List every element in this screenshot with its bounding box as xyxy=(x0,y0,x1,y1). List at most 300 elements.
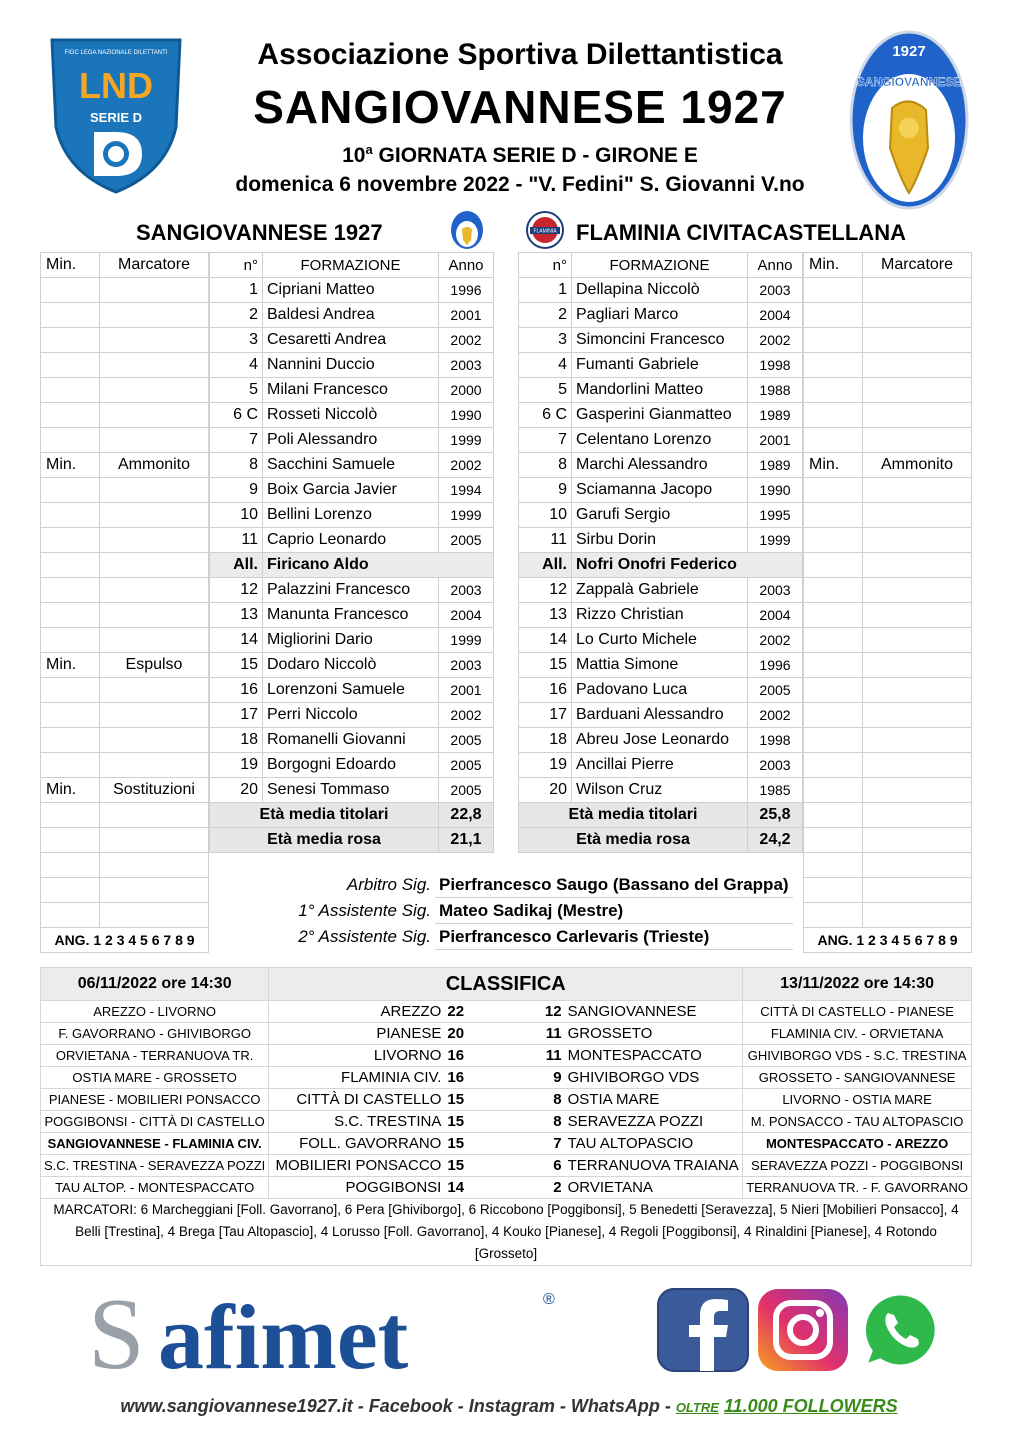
away-lineup-header: FORMAZIONE xyxy=(572,253,748,278)
player-name: Palazzini Francesco xyxy=(263,578,439,603)
player-name: Wilson Cruz xyxy=(572,778,748,803)
home-small-crest xyxy=(447,210,487,255)
player-number: 11 xyxy=(519,528,572,553)
lnd-top-text: FIGC LEGA NAZIONALE DILETTANTI xyxy=(64,50,168,56)
lnd-main-text: LND xyxy=(79,65,153,106)
away-player-row xyxy=(519,678,803,703)
standing-team-left: CITTÀ DI CASTELLO xyxy=(269,1089,445,1111)
home-lineup-table xyxy=(209,252,494,853)
standings-row xyxy=(41,1155,972,1177)
sponsor-registered: ® xyxy=(543,1291,555,1308)
player-name: Cesaretti Andrea xyxy=(263,328,439,353)
coach-label: All. xyxy=(519,553,572,578)
away-player-row xyxy=(519,478,803,503)
home-player-row xyxy=(210,303,494,328)
officials-table xyxy=(255,872,793,950)
average-age-label: Età media titolari xyxy=(210,803,439,828)
home-player-row xyxy=(210,578,494,603)
player-name: Gasperini Gianmatteo xyxy=(572,403,748,428)
standing-team-left: S.C. TRESTINA xyxy=(269,1111,445,1133)
player-name: Rizzo Christian xyxy=(572,603,748,628)
last-round-match: F. GAVORRANO - GHIVIBORGO xyxy=(41,1023,269,1045)
round-sup: a xyxy=(365,142,373,157)
home-player-row xyxy=(210,778,494,803)
away-player-row xyxy=(519,578,803,603)
player-number: 14 xyxy=(519,628,572,653)
away-player-row xyxy=(519,453,803,478)
standing-team-left: FOLL. GAVORRANO xyxy=(269,1133,445,1155)
player-birth-year: 2004 xyxy=(748,603,803,628)
standing-points-left: 15 xyxy=(444,1155,504,1177)
player-name: Sacchini Samuele xyxy=(263,453,439,478)
away-player-row xyxy=(519,353,803,378)
player-name: Sciamanna Jacopo xyxy=(572,478,748,503)
player-birth-year: 1985 xyxy=(748,778,803,803)
player-birth-year: 2003 xyxy=(748,578,803,603)
player-name: Pagliari Marco xyxy=(572,303,748,328)
away-player-row xyxy=(519,403,803,428)
away-player-row xyxy=(519,603,803,628)
player-birth-year: 2002 xyxy=(748,328,803,353)
standing-team-left: PIANESE xyxy=(269,1023,445,1045)
standings-title: CLASSIFICA xyxy=(269,968,743,1001)
coach-name: Firicano Aldo xyxy=(263,553,494,578)
player-birth-year: 2001 xyxy=(439,678,494,703)
away-player-row xyxy=(519,703,803,728)
away-events-column xyxy=(803,252,972,953)
player-name: Bellini Lorenzo xyxy=(263,503,439,528)
player-birth-year: 1995 xyxy=(748,503,803,528)
last-round-header: 06/11/2022 ore 14:30 xyxy=(41,968,269,1001)
player-birth-year: 2005 xyxy=(439,728,494,753)
footer-line xyxy=(0,1396,1018,1417)
player-number: 15 xyxy=(519,653,572,678)
home-year-header: Anno xyxy=(439,253,494,278)
player-number: 5 xyxy=(210,378,263,403)
home-num-header: n° xyxy=(210,253,263,278)
player-birth-year: 2005 xyxy=(439,753,494,778)
standings-row xyxy=(41,1023,972,1045)
away-player-row xyxy=(519,753,803,778)
player-birth-year: 1998 xyxy=(748,353,803,378)
away-corners: ANG. 1 2 3 4 5 6 7 8 9 xyxy=(804,928,972,953)
standing-team-right: OSTIA MARE xyxy=(565,1089,743,1111)
player-number: 14 xyxy=(210,628,263,653)
last-round-match: ORVIETANA - TERRANUOVA TR. xyxy=(41,1045,269,1067)
instagram-icon[interactable] xyxy=(756,1287,850,1378)
away-booked-min: Min. xyxy=(804,453,863,478)
average-age-value: 24,2 xyxy=(748,828,803,853)
standing-team-left: AREZZO xyxy=(269,1001,445,1023)
away-coach-row xyxy=(519,553,803,578)
round-title xyxy=(190,142,850,168)
home-player-row xyxy=(210,478,494,503)
footer-followers: 11.000 FOLLOWERS xyxy=(723,1396,898,1416)
away-booked-label: Ammonito xyxy=(863,453,972,478)
player-name: Perri Niccolo xyxy=(263,703,439,728)
player-number: 4 xyxy=(519,353,572,378)
standing-points-right: 2 xyxy=(504,1177,564,1199)
player-birth-year: 1998 xyxy=(748,728,803,753)
player-birth-year: 2000 xyxy=(439,378,494,403)
player-birth-year: 2002 xyxy=(439,453,494,478)
player-name: Barduani Alessandro xyxy=(572,703,748,728)
player-birth-year: 2005 xyxy=(439,778,494,803)
player-birth-year: 1996 xyxy=(748,653,803,678)
standing-points-right: 7 xyxy=(504,1133,564,1155)
player-number: 12 xyxy=(519,578,572,603)
player-birth-year: 1988 xyxy=(748,378,803,403)
standing-team-left: FLAMINIA CIV. xyxy=(269,1067,445,1089)
standing-team-right: GHIVIBORGO VDS xyxy=(565,1067,743,1089)
player-name: Fumanti Gabriele xyxy=(572,353,748,378)
next-round-match: SERAVEZZA POZZI - POGGIBONSI xyxy=(743,1155,972,1177)
player-number: 8 xyxy=(519,453,572,478)
official-name: Mateo Sadikaj (Mestre) xyxy=(435,898,793,924)
player-name: Marchi Alessandro xyxy=(572,453,748,478)
player-birth-year: 1990 xyxy=(439,403,494,428)
home-player-row xyxy=(210,653,494,678)
away-player-row xyxy=(519,503,803,528)
player-name: Cipriani Matteo xyxy=(263,278,439,303)
player-birth-year: 2001 xyxy=(748,428,803,453)
player-name: Garufi Sergio xyxy=(572,503,748,528)
player-name: Mattia Simone xyxy=(572,653,748,678)
last-round-match: AREZZO - LIVORNO xyxy=(41,1001,269,1023)
player-name: Borgogni Edoardo xyxy=(263,753,439,778)
last-round-match: POGGIBONSI - CITTÀ DI CASTELLO xyxy=(41,1111,269,1133)
away-small-crest xyxy=(525,210,565,255)
away-crest-text: FLAMINIA xyxy=(533,228,557,235)
last-round-match: TAU ALTOP. - MONTESPACCATO xyxy=(41,1177,269,1199)
standings-row xyxy=(41,1177,972,1199)
official-role: Arbitro Sig. xyxy=(346,874,431,894)
home-player-row xyxy=(210,503,494,528)
average-age-label: Età media rosa xyxy=(519,828,748,853)
home-player-row xyxy=(210,428,494,453)
player-number: 6 C xyxy=(519,403,572,428)
home-sentoff-min: Min. xyxy=(41,653,100,678)
player-name: Mandorlini Matteo xyxy=(572,378,748,403)
player-number: 10 xyxy=(519,503,572,528)
standing-points-left: 14 xyxy=(444,1177,504,1199)
player-name: Caprio Leonardo xyxy=(263,528,439,553)
footer-links[interactable]: www.sangiovannese1927.it - Facebook - Instagram - WhatsApp - xyxy=(120,1396,676,1416)
standing-points-left: 22 xyxy=(444,1001,504,1023)
next-round-match: M. PONSACCO - TAU ALTOPASCIO xyxy=(743,1111,972,1133)
coach-label: All. xyxy=(210,553,263,578)
standings-row xyxy=(41,1045,972,1067)
player-birth-year: 2002 xyxy=(748,628,803,653)
player-number: 9 xyxy=(519,478,572,503)
club-title: SANGIOVANNESE 1927 xyxy=(253,81,787,133)
home-player-row xyxy=(210,753,494,778)
player-name: Nannini Duccio xyxy=(263,353,439,378)
player-number: 5 xyxy=(519,378,572,403)
away-year-header: Anno xyxy=(748,253,803,278)
home-player-row xyxy=(210,628,494,653)
player-number: 2 xyxy=(210,303,263,328)
standing-points-left: 15 xyxy=(444,1133,504,1155)
player-name: Dodaro Niccolò xyxy=(263,653,439,678)
player-birth-year: 2004 xyxy=(439,603,494,628)
home-player-row xyxy=(210,378,494,403)
standing-points-right: 8 xyxy=(504,1111,564,1133)
away-player-row xyxy=(519,728,803,753)
player-number: 13 xyxy=(210,603,263,628)
player-number: 1 xyxy=(519,278,572,303)
home-player-row xyxy=(210,528,494,553)
home-player-row xyxy=(210,678,494,703)
away-player-row xyxy=(519,528,803,553)
club-crest-name: SANGIOVANNESE xyxy=(856,75,962,89)
player-birth-year: 2003 xyxy=(439,653,494,678)
player-name: Poli Alessandro xyxy=(263,428,439,453)
player-name: Migliorini Dario xyxy=(263,628,439,653)
average-age-value: 22,8 xyxy=(439,803,494,828)
average-age-label: Età media rosa xyxy=(210,828,439,853)
standing-points-left: 15 xyxy=(444,1089,504,1111)
player-birth-year: 1990 xyxy=(748,478,803,503)
next-round-match: LIVORNO - OSTIA MARE xyxy=(743,1089,972,1111)
player-name: Dellapina Niccolò xyxy=(572,278,748,303)
standings-table xyxy=(40,967,972,1266)
standing-points-left: 16 xyxy=(444,1045,504,1067)
player-number: 20 xyxy=(519,778,572,803)
player-birth-year: 2003 xyxy=(439,353,494,378)
standing-points-left: 16 xyxy=(444,1067,504,1089)
player-birth-year: 1989 xyxy=(748,453,803,478)
player-name: Simoncini Francesco xyxy=(572,328,748,353)
home-coach-row xyxy=(210,553,494,578)
player-number: 11 xyxy=(210,528,263,553)
home-events-column xyxy=(40,252,209,953)
standing-team-left: POGGIBONSI xyxy=(269,1177,445,1199)
official-row xyxy=(255,872,793,898)
home-average-age-row xyxy=(210,803,494,828)
average-age-value: 21,1 xyxy=(439,828,494,853)
away-average-age-row xyxy=(519,803,803,828)
away-player-row xyxy=(519,378,803,403)
player-birth-year: 1999 xyxy=(439,503,494,528)
away-player-row xyxy=(519,328,803,353)
player-birth-year: 2002 xyxy=(439,328,494,353)
player-name: Sirbu Dorin xyxy=(572,528,748,553)
player-birth-year: 1996 xyxy=(439,278,494,303)
sponsor-initial: S xyxy=(88,1282,145,1377)
standing-points-left: 15 xyxy=(444,1111,504,1133)
home-booked-min: Min. xyxy=(41,453,100,478)
player-number: 16 xyxy=(210,678,263,703)
standings-row xyxy=(41,1133,972,1155)
home-subs-label: Sostituzioni xyxy=(100,778,209,803)
lnd-serie-d-logo xyxy=(46,32,186,202)
player-number: 1 xyxy=(210,278,263,303)
standing-points-right: 11 xyxy=(504,1045,564,1067)
sponsor-rest: afimet xyxy=(158,1286,409,1377)
standing-points-right: 12 xyxy=(504,1001,564,1023)
top-scorers: MARCATORI: 6 Marcheggiani [Foll. Gavorrano], 6 Pera [Ghiviborgo], 6 Riccobono [Poggibonsi], 5 Benedetti [Seravezza], 5 Nieri [Mobilieri Ponsacco], 4 Belli [Trestina], 4 Brega [Tau Altopascio], 4 Lorusso [Foll. Gavorrano], 4 Kouko [Pianese], 4 Regoli [Poggibonsi], 4 Rinaldini [Pianese], 4 Rotondo [Grosseto] xyxy=(41,1199,972,1266)
player-name: Baldesi Andrea xyxy=(263,303,439,328)
last-round-match: PIANESE - MOBILIERI PONSACCO xyxy=(41,1089,269,1111)
round-number: 10 xyxy=(342,144,366,167)
player-name: Lo Curto Michele xyxy=(572,628,748,653)
player-birth-year: 2001 xyxy=(439,303,494,328)
player-name: Boix Garcia Javier xyxy=(263,478,439,503)
player-name: Abreu Jose Leonardo xyxy=(572,728,748,753)
player-number: 13 xyxy=(519,603,572,628)
home-subs-min: Min. xyxy=(41,778,100,803)
standing-team-right: ORVIETANA xyxy=(565,1177,743,1199)
next-round-match: MONTESPACCATO - AREZZO xyxy=(743,1133,972,1155)
away-player-row xyxy=(519,278,803,303)
sponsor-logo xyxy=(88,1282,568,1382)
standing-points-right: 11 xyxy=(504,1023,564,1045)
player-number: 20 xyxy=(210,778,263,803)
player-birth-year: 1999 xyxy=(439,428,494,453)
player-number: 9 xyxy=(210,478,263,503)
average-age-label: Età media titolari xyxy=(519,803,748,828)
player-name: Manunta Francesco xyxy=(263,603,439,628)
player-number: 17 xyxy=(210,703,263,728)
home-corners: ANG. 1 2 3 4 5 6 7 8 9 xyxy=(41,928,209,953)
player-number: 12 xyxy=(210,578,263,603)
standing-team-right: TAU ALTOPASCIO xyxy=(565,1133,743,1155)
player-name: Ancillai Pierre xyxy=(572,753,748,778)
standing-points-right: 8 xyxy=(504,1089,564,1111)
home-player-row xyxy=(210,278,494,303)
player-number: 18 xyxy=(210,728,263,753)
player-number: 3 xyxy=(210,328,263,353)
standing-team-left: LIVORNO xyxy=(269,1045,445,1067)
next-round-match: FLAMINIA CIV. - ORVIETANA xyxy=(743,1023,972,1045)
official-name: Pierfrancesco Carlevaris (Trieste) xyxy=(435,924,793,950)
player-birth-year: 1999 xyxy=(748,528,803,553)
player-birth-year: 1994 xyxy=(439,478,494,503)
player-birth-year: 2005 xyxy=(439,528,494,553)
home-player-row xyxy=(210,603,494,628)
standing-team-right: TERRANUOVA TRAIANA xyxy=(565,1155,743,1177)
standing-team-right: SANGIOVANNESE xyxy=(565,1001,743,1023)
away-min-header: Min. xyxy=(804,253,863,278)
player-name: Padovano Luca xyxy=(572,678,748,703)
away-player-row xyxy=(519,303,803,328)
coach-name: Nofri Onofri Federico xyxy=(572,553,803,578)
scorers-row xyxy=(41,1199,972,1266)
player-birth-year: 2002 xyxy=(439,703,494,728)
last-round-match: OSTIA MARE - GROSSETO xyxy=(41,1067,269,1089)
home-player-row xyxy=(210,353,494,378)
player-birth-year: 2005 xyxy=(748,678,803,703)
next-round-match: TERRANUOVA TR. - F. GAVORRANO xyxy=(743,1177,972,1199)
lnd-sub-text: SERIE D xyxy=(89,110,143,125)
next-round-match: GHIVIBORGO VDS - S.C. TRESTINA xyxy=(743,1045,972,1067)
next-round-match: CITTÀ DI CASTELLO - PIANESE xyxy=(743,1001,972,1023)
player-birth-year: 2004 xyxy=(748,303,803,328)
away-scorer-header: Marcatore xyxy=(863,253,972,278)
standings-row xyxy=(41,1111,972,1133)
away-average-age-row xyxy=(519,828,803,853)
last-round-match: SANGIOVANNESE - FLAMINIA CIV. xyxy=(41,1133,269,1155)
player-birth-year: 2002 xyxy=(748,703,803,728)
standing-team-right: SERAVEZZA POZZI xyxy=(565,1111,743,1133)
average-age-value: 25,8 xyxy=(748,803,803,828)
away-player-row xyxy=(519,653,803,678)
player-name: Lorenzoni Samuele xyxy=(263,678,439,703)
home-scorer-header: Marcatore xyxy=(100,253,209,278)
away-lineup-table xyxy=(518,252,803,853)
player-number: 15 xyxy=(210,653,263,678)
home-player-row xyxy=(210,703,494,728)
match-info: domenica 6 novembre 2022 - "V. Fedini" S. Giovanni V.no xyxy=(235,173,805,196)
player-number: 16 xyxy=(519,678,572,703)
home-player-row xyxy=(210,728,494,753)
official-name: Pierfrancesco Saugo (Bassano del Grappa) xyxy=(435,872,793,898)
last-round-match: S.C. TRESTINA - SERAVEZZA POZZI xyxy=(41,1155,269,1177)
player-name: Romanelli Giovanni xyxy=(263,728,439,753)
player-name: Celentano Lorenzo xyxy=(572,428,748,453)
sangiovannese-club-crest xyxy=(848,28,970,218)
home-team-name: SANGIOVANNESE 1927 xyxy=(136,220,383,245)
away-player-row xyxy=(519,628,803,653)
next-round-header: 13/11/2022 ore 14:30 xyxy=(743,968,972,1001)
away-player-row xyxy=(519,778,803,803)
player-birth-year: 2003 xyxy=(439,578,494,603)
player-number: 18 xyxy=(519,728,572,753)
player-number: 2 xyxy=(519,303,572,328)
standing-team-right: MONTESPACCATO xyxy=(565,1045,743,1067)
home-lineup-header: FORMAZIONE xyxy=(263,253,439,278)
whatsapp-icon[interactable] xyxy=(856,1287,946,1378)
home-sentoff-label: Espulso xyxy=(100,653,209,678)
footer-oltre: OLTRE xyxy=(675,1400,719,1415)
standing-points-left: 20 xyxy=(444,1023,504,1045)
player-name: Zappalà Gabriele xyxy=(572,578,748,603)
player-birth-year: 1999 xyxy=(439,628,494,653)
round-text: GIORNATA SERIE D - GIRONE E xyxy=(372,144,698,167)
home-booked-label: Ammonito xyxy=(100,453,209,478)
away-player-row xyxy=(519,428,803,453)
standing-team-left: MOBILIERI PONSACCO xyxy=(269,1155,445,1177)
home-player-row xyxy=(210,328,494,353)
standing-points-right: 9 xyxy=(504,1067,564,1089)
player-birth-year: 2003 xyxy=(748,278,803,303)
player-number: 10 xyxy=(210,503,263,528)
standing-team-right: GROSSETO xyxy=(565,1023,743,1045)
away-num-header: n° xyxy=(519,253,572,278)
player-number: 17 xyxy=(519,703,572,728)
player-name: Senesi Tommaso xyxy=(263,778,439,803)
player-number: 7 xyxy=(519,428,572,453)
player-number: 8 xyxy=(210,453,263,478)
official-role: 1° Assistente Sig. xyxy=(298,900,431,920)
standings-row xyxy=(41,1001,972,1023)
player-birth-year: 2003 xyxy=(748,753,803,778)
player-number: 6 C xyxy=(210,403,263,428)
facebook-icon[interactable] xyxy=(656,1287,750,1378)
player-number: 4 xyxy=(210,353,263,378)
away-team-name: FLAMINIA CIVITACASTELLANA xyxy=(576,220,906,245)
official-role: 2° Assistente Sig. xyxy=(298,926,431,946)
association-line: Associazione Sportiva Dilettantistica xyxy=(257,38,783,71)
home-player-row xyxy=(210,453,494,478)
home-min-header: Min. xyxy=(41,253,100,278)
player-number: 19 xyxy=(519,753,572,778)
next-round-match: GROSSETO - SANGIOVANNESE xyxy=(743,1067,972,1089)
home-player-row xyxy=(210,403,494,428)
home-average-age-row xyxy=(210,828,494,853)
standing-points-right: 6 xyxy=(504,1155,564,1177)
